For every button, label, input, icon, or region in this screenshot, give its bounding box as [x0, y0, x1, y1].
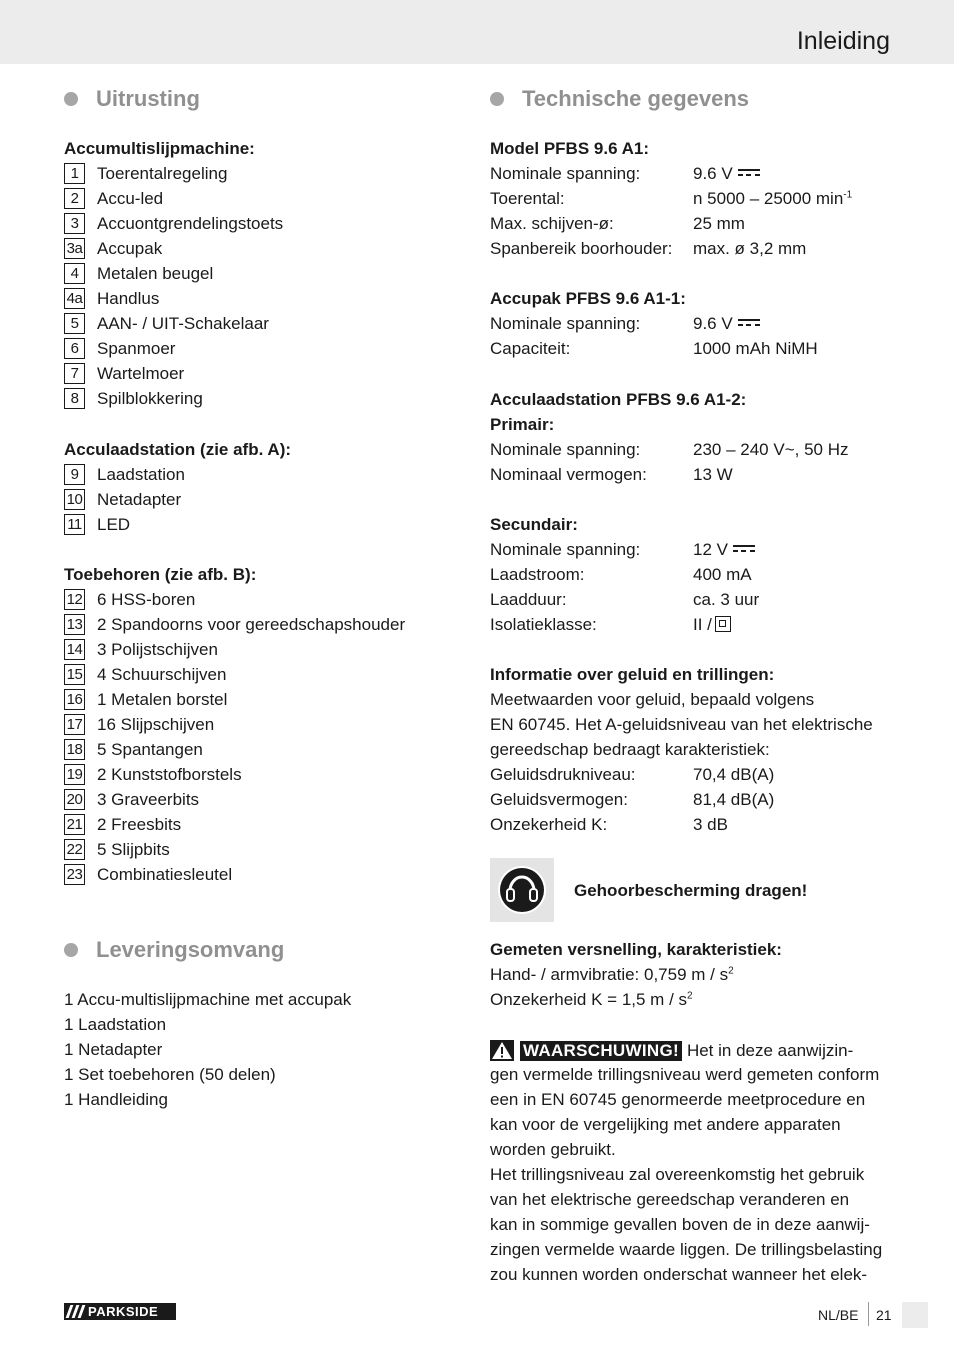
spec-label: Nominaal vermogen:: [490, 465, 647, 484]
parts-item: [64, 764, 242, 785]
logo-stripes-icon: [64, 1303, 86, 1320]
spec-row: [490, 565, 890, 587]
part-label: Accuontgrendelingstoets: [97, 213, 284, 233]
parts-item: [64, 489, 181, 510]
part-label: 16 Slijpschijven: [97, 714, 215, 734]
group-title-accessories: Toebehoren (zie afb. B):: [64, 565, 257, 584]
part-label: Spanmoer: [97, 338, 176, 358]
spec-row: [490, 164, 890, 186]
spec-value-text: ca. 3 uur: [693, 590, 760, 609]
warning-text-line: gen vermelde trillingsniveau werd gemeten conform: [490, 1065, 880, 1084]
ear-protection-icon: [490, 858, 554, 922]
spec-value-text: max. ø 3,2 mm: [693, 239, 807, 258]
parts-item: [64, 188, 163, 209]
spec-label: Laadduur:: [490, 590, 567, 609]
delivery-item: 1 Netadapter: [64, 1040, 163, 1059]
delivery-item: 1 Set toebehoren (50 delen): [64, 1065, 276, 1084]
warning-first-line: Het in deze aanwijzin-: [686, 1040, 854, 1060]
part-number: 8: [64, 388, 85, 409]
spec-value: [693, 815, 728, 835]
delivery-item: 1 Accu-multislijpmachine met accupak: [64, 990, 352, 1009]
part-label: 5 Spantangen: [97, 739, 203, 759]
parts-item: [64, 363, 184, 384]
parts-item: [64, 614, 405, 635]
spec-value: [693, 615, 731, 635]
part-number: 2: [64, 188, 85, 209]
parts-item: [64, 313, 269, 334]
parts-item: [64, 514, 130, 535]
part-number: 19: [64, 764, 85, 785]
spec-title-secundair: Secundair:: [490, 515, 578, 534]
part-number: 22: [64, 839, 85, 860]
warning-label: WAARSCHUWING!: [520, 1041, 682, 1061]
footer-divider: [868, 1302, 869, 1326]
page-number: 21: [876, 1307, 892, 1323]
part-label: 1 Metalen borstel: [97, 689, 228, 709]
spec-title-accupak: Accupak PFBS 9.6 A1-1:: [490, 289, 686, 308]
part-number: 12: [64, 589, 85, 610]
uncertainty-line: Onzekerheid K = 1,5 m / $s^2$: [490, 990, 693, 1009]
spec-label: Geluidsdrukniveau:: [490, 765, 636, 784]
spec-value-text: II /: [693, 615, 712, 634]
section-heading-text: Technische gegevens: [522, 86, 750, 111]
part-number: 15: [64, 664, 85, 685]
part-number: 3a: [64, 238, 85, 259]
bullet-icon: [64, 92, 78, 106]
dc-symbol-icon: [738, 169, 760, 177]
group-title-station: Acculaadstation (zie afb. A):: [64, 440, 292, 459]
spec-value: [693, 590, 759, 610]
part-label: LED: [97, 514, 131, 534]
spec-label: Onzekerheid K:: [490, 815, 608, 834]
parts-item: [64, 263, 213, 284]
spec-row: [490, 540, 890, 562]
spec-value-text: 400 mA: [693, 565, 752, 584]
spec-value-text: 9.6 V: [693, 314, 733, 333]
spec-value-text: n 5000 – 25000 min: [693, 189, 844, 208]
spec-row: [490, 339, 890, 361]
parts-item: [64, 213, 283, 234]
parts-item: [64, 814, 181, 835]
part-number: 9: [64, 464, 85, 485]
parts-item: [64, 238, 162, 259]
spec-label: Spanbereik boorhouder:: [490, 239, 673, 258]
parts-item: [64, 789, 199, 810]
delivery-item: 1 Handleiding: [64, 1090, 168, 1109]
parts-item: [64, 163, 227, 184]
part-label: AAN- / UIT-Schakelaar: [97, 313, 269, 333]
spec-value: [693, 239, 806, 259]
dc-symbol-icon: [738, 319, 760, 327]
parts-item: [64, 589, 195, 610]
spec-value-sup: -1: [843, 189, 853, 201]
spec-row: [490, 765, 890, 787]
parts-item: [64, 288, 159, 309]
spec-value-text: 3 dB: [693, 815, 728, 834]
bullet-icon: [490, 92, 504, 106]
part-number: 20: [64, 789, 85, 810]
part-number: 21: [64, 814, 85, 835]
part-label: 4 Schuurschijven: [97, 664, 227, 684]
parts-item: [64, 714, 214, 735]
spec-row: [490, 314, 890, 336]
part-label: Wartelmoer: [97, 363, 185, 383]
spec-value-text: 13 W: [693, 465, 733, 484]
page-tab: [902, 1302, 928, 1328]
spec-row: [490, 465, 890, 487]
part-number: 4: [64, 263, 85, 284]
parts-item: [64, 689, 227, 710]
part-number: 18: [64, 739, 85, 760]
part-number: 11: [64, 514, 85, 535]
warning-text-line: kan voor de vergelijking met andere apparaten: [490, 1115, 841, 1134]
part-label: 2 Kunststofborstels: [97, 764, 242, 784]
part-label: 2 Freesbits: [97, 814, 182, 834]
spec-row: [490, 815, 890, 837]
part-label: 2 Spandoorns voor gereedschapshouder: [97, 614, 406, 634]
warning-triangle-icon: [490, 1040, 514, 1061]
part-label: Laadstation: [97, 464, 185, 484]
spec-title-primair: Primair:: [490, 415, 555, 434]
spec-value-text: 81,4 dB(A): [693, 790, 775, 809]
part-number: 7: [64, 363, 85, 384]
spec-value: [693, 164, 760, 184]
spec-value: [693, 214, 745, 234]
footer-language: NL/BE: [818, 1307, 859, 1323]
part-label: 3 Polijstschijven: [97, 639, 218, 659]
parts-item: [64, 639, 218, 660]
delivery-item: 1 Laadstation: [64, 1015, 167, 1034]
page-title: Inleiding: [796, 27, 890, 55]
part-label: Metalen beugel: [97, 263, 214, 283]
part-label: Spilblokkering: [97, 388, 203, 408]
section-heading-levering: [64, 937, 284, 963]
part-number: 5: [64, 313, 85, 334]
part-label: 3 Graveerbits: [97, 789, 200, 809]
warning-text-line: een in EN 60745 genormeerde meetprocedure en: [490, 1090, 866, 1109]
noise-text-line: EN 60745. Het A-geluidsniveau van het elektrische: [490, 715, 873, 734]
spec-value-text: 12 V: [693, 540, 728, 559]
brand-name: PARKSIDE: [88, 1304, 159, 1319]
part-label: Toerentalregeling: [97, 163, 228, 183]
spec-row: [490, 615, 890, 637]
warning-row: [490, 1040, 853, 1061]
spec-value-text: 9.6 V: [693, 164, 733, 183]
spec-label: Toerental:: [490, 189, 565, 208]
part-number: 4a: [64, 288, 85, 309]
spec-value: [693, 540, 755, 560]
spec-title-station: Acculaadstation PFBS 9.6 A1-2:: [490, 390, 747, 409]
dc-symbol-icon: [733, 545, 755, 553]
spec-value-text: 25 mm: [693, 214, 745, 233]
spec-value: [693, 440, 848, 460]
parts-item: [64, 464, 185, 485]
parts-item: [64, 388, 203, 409]
part-label: 6 HSS-boren: [97, 589, 196, 609]
spec-label: Laadstroom:: [490, 565, 585, 584]
spec-row: [490, 590, 890, 612]
spec-value-text: 230 – 240 V~, 50 Hz: [693, 440, 849, 459]
section-heading-uitrusting: [64, 86, 200, 112]
spec-value-text: 70,4 dB(A): [693, 765, 775, 784]
part-label: Accupak: [97, 238, 163, 258]
section-heading-technisch: [490, 86, 749, 112]
parts-item: [64, 338, 175, 359]
group-title-machine: Accumultislijpmachine:: [64, 139, 255, 158]
spec-label: Isolatieklasse:: [490, 615, 597, 634]
part-number: 6: [64, 338, 85, 359]
spec-row: [490, 214, 890, 236]
protection-class-2-icon: [715, 616, 731, 632]
noise-text-line: gereedschap bedraagt karakteristiek:: [490, 740, 770, 759]
spec-value: [693, 314, 760, 334]
spec-value: [693, 765, 774, 785]
part-label: Netadapter: [97, 489, 182, 509]
spec-value: [693, 339, 818, 359]
part-number: 16: [64, 689, 85, 710]
part-number: 17: [64, 714, 85, 735]
spec-label: Geluidsvermogen:: [490, 790, 628, 809]
warning-text-line: zou kunnen worden onderschat wanneer het elek-: [490, 1265, 868, 1284]
parts-item: [64, 664, 226, 685]
parts-item: [64, 739, 203, 760]
part-number: 13: [64, 614, 85, 635]
spec-label: Nominale spanning:: [490, 314, 641, 333]
spec-value: [693, 465, 733, 485]
parts-item: [64, 839, 170, 860]
spec-label: Nominale spanning:: [490, 440, 641, 459]
warning-text-line: zingen vermelde waarde liggen. De trillingsbelasting: [490, 1240, 883, 1259]
warning-text-line: kan in sommige gevallen boven de in deze aanwij-: [490, 1215, 870, 1234]
spec-label: Nominale spanning:: [490, 540, 641, 559]
vibration-line: Hand- / armvibratie: 0,759 m / $s^2$: [490, 965, 734, 984]
spec-row: [490, 239, 890, 261]
spec-value-text: 1000 mAh NiMH: [693, 339, 818, 358]
part-number: 14: [64, 639, 85, 660]
spec-row: [490, 790, 890, 812]
bullet-icon: [64, 943, 78, 957]
noise-text-line: Meetwaarden voor geluid, bepaald volgens: [490, 690, 815, 709]
spec-row: [490, 189, 890, 211]
part-number: 23: [64, 864, 85, 885]
part-number: 3: [64, 213, 85, 234]
spec-title-versnelling: Gemeten versnelling, karakteristiek:: [490, 940, 782, 959]
spec-label: Capaciteit:: [490, 339, 571, 358]
part-label: Handlus: [97, 288, 160, 308]
part-number: 1: [64, 163, 85, 184]
spec-title-geluid: Informatie over geluid en trillingen:: [490, 665, 775, 684]
spec-label: Max. schijven-ø:: [490, 214, 614, 233]
section-heading-text: Leveringsomvang: [96, 937, 285, 962]
part-number: 10: [64, 489, 85, 510]
ear-protection-text: Gehoorbescherming dragen!: [574, 881, 808, 900]
spec-label: Nominale spanning:: [490, 164, 641, 183]
spec-value: [693, 189, 852, 209]
spec-title-model: Model PFBS 9.6 A1:: [490, 139, 650, 158]
part-label: 5 Slijpbits: [97, 839, 170, 859]
warning-text-line: worden gebruikt.: [490, 1140, 616, 1159]
section-heading-text: Uitrusting: [96, 86, 200, 111]
spec-value: [693, 565, 752, 585]
spec-row: [490, 440, 890, 462]
parts-item: [64, 864, 232, 885]
warning-text-line: Het trillingsniveau zal overeenkomstig het gebruik: [490, 1165, 865, 1184]
parkside-logo: [64, 1303, 176, 1320]
part-label: Combinatiesleutel: [97, 864, 233, 884]
part-label: Accu-led: [97, 188, 164, 208]
spec-value: [693, 790, 774, 810]
warning-text-line: van het elektrische gereedschap veranderen en: [490, 1190, 850, 1209]
